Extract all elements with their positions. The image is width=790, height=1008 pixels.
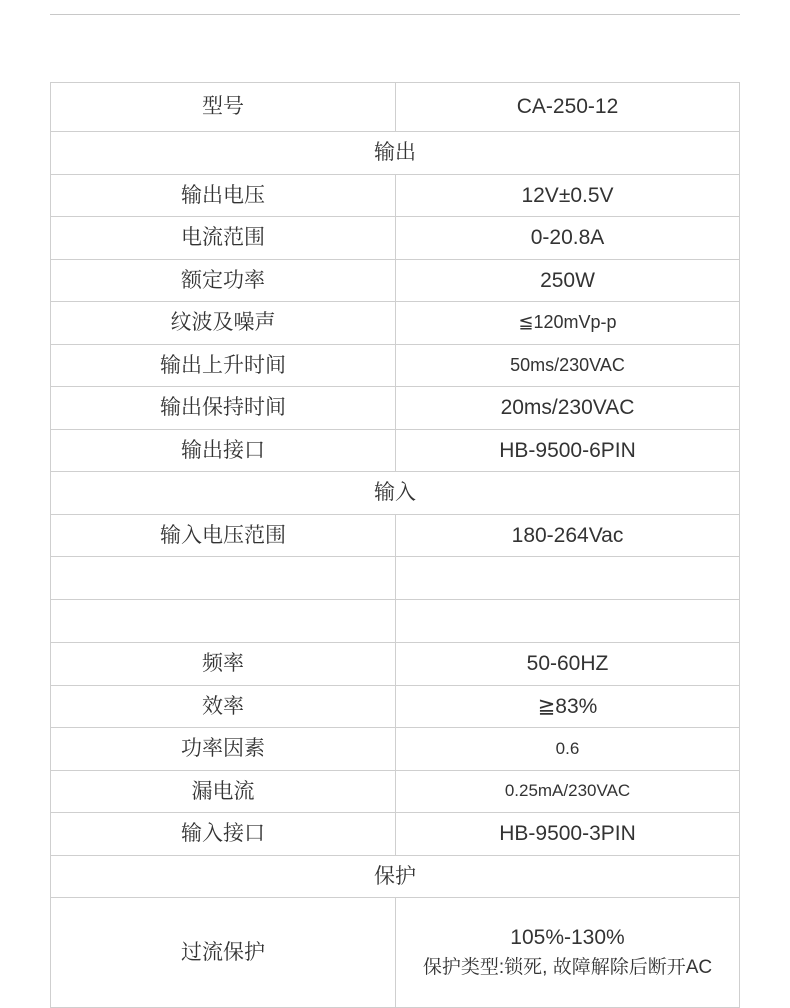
row-label: 输出保持时间 [51, 387, 396, 430]
row-label: 过流保护 [51, 898, 396, 1008]
row-label: 功率因素 [51, 728, 396, 771]
table-row [51, 175, 740, 217]
table-row [51, 515, 740, 557]
row-value: 20ms/230VAC [396, 387, 740, 430]
row-label: 频率 [51, 643, 396, 686]
row-value [396, 600, 740, 643]
table-row [51, 643, 740, 686]
table-row [51, 387, 740, 430]
row-value: HB-9500-6PIN [396, 430, 740, 472]
row-label: 输出电压 [51, 175, 396, 217]
section-protection-heading: 保护 [51, 856, 740, 898]
table-row [51, 430, 740, 472]
row-value: 0.25mA/230VAC [396, 771, 740, 813]
table-row-model [51, 83, 740, 132]
table-row [51, 898, 740, 1008]
row-value: 250W [396, 260, 740, 302]
table-row [51, 302, 740, 345]
row-value [396, 557, 740, 600]
row-label: 输入电压范围 [51, 515, 396, 557]
row-value: 180-264Vac [396, 515, 740, 557]
spec-table [50, 82, 740, 1008]
model-value: CA-250-12 [396, 83, 740, 132]
section-input-heading: 输入 [51, 472, 740, 515]
table-row [51, 771, 740, 813]
row-value: HB-9500-3PIN [396, 813, 740, 856]
row-value-line1: 105%-130% [510, 925, 625, 949]
row-label [51, 600, 396, 643]
row-value: ≦120mVp-p [396, 302, 740, 345]
section-row-protection [51, 856, 740, 898]
table-row [51, 217, 740, 260]
row-value [396, 898, 740, 1008]
row-label: 电流范围 [51, 217, 396, 260]
section-row-output [51, 132, 740, 175]
table-row-empty [51, 600, 740, 643]
row-label [51, 557, 396, 600]
row-label: 输入接口 [51, 813, 396, 856]
table-row [51, 728, 740, 771]
row-value: ≧83% [396, 686, 740, 728]
table-row [51, 345, 740, 387]
row-label: 输出接口 [51, 430, 396, 472]
table-row [51, 813, 740, 856]
row-value: 0.6 [396, 728, 740, 771]
row-label: 输出上升时间 [51, 345, 396, 387]
row-label: 效率 [51, 686, 396, 728]
model-label: 型号 [51, 83, 396, 132]
row-label: 纹波及噪声 [51, 302, 396, 345]
table-row [51, 260, 740, 302]
row-value: 0-20.8A [396, 217, 740, 260]
section-row-input [51, 472, 740, 515]
top-divider [50, 14, 740, 15]
table-row [51, 686, 740, 728]
row-value: 50-60HZ [396, 643, 740, 686]
row-value: 12V±0.5V [396, 175, 740, 217]
section-output-heading: 输出 [51, 132, 740, 175]
row-label: 额定功率 [51, 260, 396, 302]
table-row-empty [51, 557, 740, 600]
row-label: 漏电流 [51, 771, 396, 813]
row-value-line2: 保护类型:锁死, 故障解除后断开AC [422, 956, 713, 978]
row-value: 50ms/230VAC [396, 345, 740, 387]
